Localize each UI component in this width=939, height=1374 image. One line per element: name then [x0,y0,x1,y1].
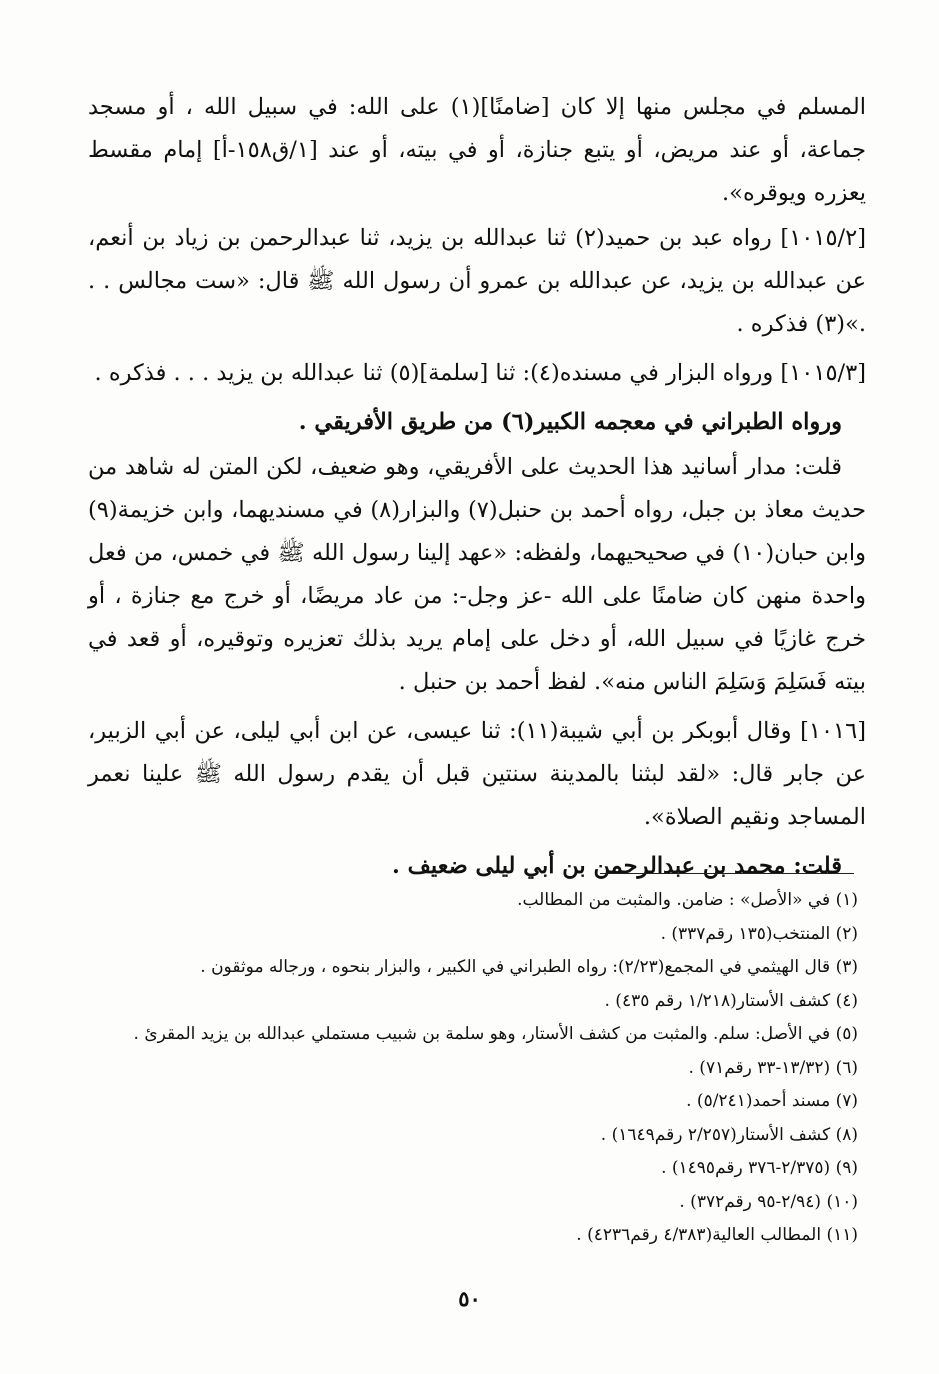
footnote: (٦) (١٣/٣٢-٣٣ رقم٧١) . [688,1057,858,1078]
footnote: (١٠) (٢/٩٤-٩٥ رقم٣٧٢) . [679,1191,858,1212]
paragraph: [١٠١٦] وقال أبوبكر بن أبي شيبة(١١): ثنا عيسى، عن ابن أبي ليلى، عن أبي الزبير، عن جابر قال: «لقد لبثنا بالمدينة سنتين قبل أن يقدم رسول الله ﷺ علينا نعمر المساجد ونقيم الصلاة». [88,718,866,830]
footnote: (٥) في الأصل: سلم. والمثبت من كشف الأستار، وهو سلمة بن شبيب مستملي عبدالله بن يزيد المقرئ . [133,1024,858,1044]
paragraph: قلت: محمد بن عبدالرحمن بن أبي ليلى ضعيف . [391,853,842,879]
footnote: (٣) قال الهيثمي في المجمع(٢/٢٣): رواه الطبراني في الكبير ، والبزار بنحوه ، ورجاله موثقون . [200,957,858,977]
paragraph: [١٠١٥/٢] رواه عبد بن حميد(٢) ثنا عبدالله بن يزيد، ثنا عبدالرحمن بن زياد بن أنعم، عن عبدالله بن يزيد، عن عبدالله بن عمرو أن رسول الله ﷺ قال: «ست مجالس . . .»(٣) فذكره . [88,225,866,337]
footnote: (٧) مسند أحمد(٥/٢٤١) . [686,1091,858,1111]
main-text [88,86,866,890]
footnote-separator [600,873,854,874]
footnote: (٢) المنتخب(١٣٥ رقم٣٣٧) . [660,923,858,944]
footnote: (٨) كشف الأستار(٢/٢٥٧ رقم١٦٤٩) . [600,1124,858,1145]
paragraph: المسلم في مجلس منها إلا كان [ضامنًا](١) على الله: في سبيل الله ، أو مسجد جماعة، أو عند مريض، أو يتبع جنازة، أو في بيته، أو عند [١/ق١٥٨-أ] إمام مقسط يعزره ويوقره». [88,94,866,206]
paragraph: [١٠١٥/٣] ورواه البزار في مسنده(٤): ثنا [سلمة](٥) ثنا عبدالله بن يزيد . . . فذكره . [94,360,866,386]
footnote: (١) في «الأصل» : ضامن. والمثبت من المطالب. [517,890,858,910]
page-number: ٥٠ [458,1286,481,1311]
footnote: (٩) (٢/٣٧٥-٣٧٦ رقم١٤٩٥) . [661,1158,858,1178]
footnotes [90,884,858,1253]
footnote: (٤) كشف الأستار(١/٢١٨ رقم ٤٣٥) . [604,990,858,1011]
paragraph: ورواه الطبراني في معجمه الكبير(٦) من طريق الأفريقي . [298,409,842,435]
footnote: (١١) المطالب العالية(٤/٣٨٣ رقم٤٢٣٦) . [576,1225,858,1245]
paragraph: قلت: مدار أسانيد هذا الحديث على الأفريقي، وهو ضعيف، لكن المتن له شاهد من حديث معاذ بن جبل، رواه أحمد بن حنبل(٧) والبزار(٨) في مسنديهما، وابن خزيمة(٩) وابن حبان(١٠) في صحيحيهما، ولفظه: «عهد إلينا رسول الله ﷺ في خمس، من فعل واحدة منهن كان ضامنًا على الله -عز وجل-: من عاد مريضًا، أو خرج مع جنازة ، أو خرج غازيًا في سبيل الله، أو دخل على إمام يريد بذلك تعزيره وتوقيره، أو قعد في بيته فَسَلِمَ وَسَلِمَ الناس منه». لفظ أحمد بن حنبل . [88,454,866,695]
